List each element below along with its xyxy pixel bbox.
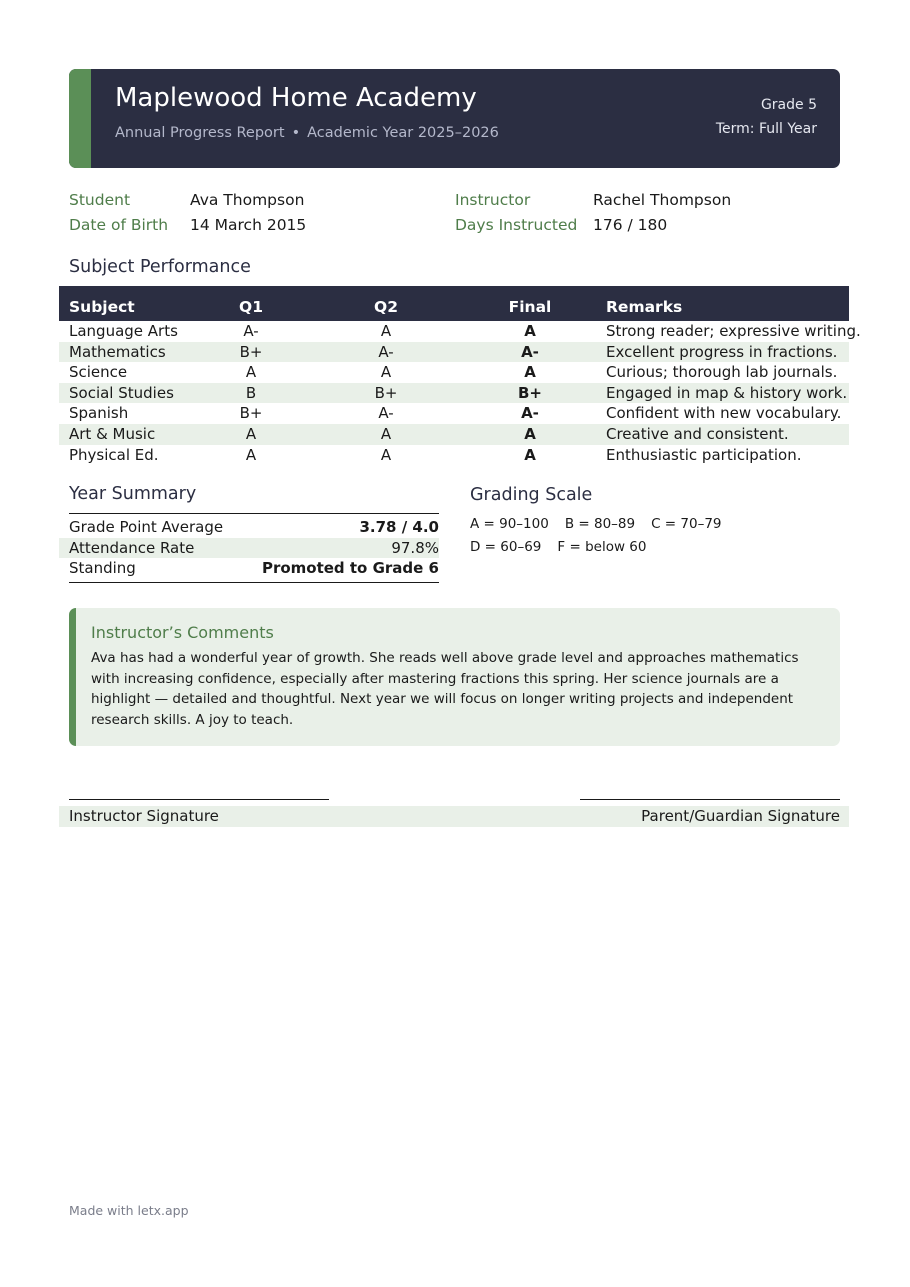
comments-box <box>69 608 840 746</box>
header-subject: Subject <box>69 298 135 316</box>
scale-b: B = 80–89 <box>564 516 636 532</box>
parent-signature-line[interactable] <box>580 799 840 800</box>
remarks: Excellent progress in fractions. <box>606 342 838 361</box>
table-header: Subject Q1 Q2 Final Remarks <box>59 286 849 321</box>
gpa-value: 3.78 / 4.0 <box>359 518 439 536</box>
remarks: Strong reader; expressive writing. <box>606 322 861 340</box>
separator-dot: • <box>291 125 301 141</box>
summary-row-gpa <box>59 517 439 538</box>
comments-body: Ava has had a wonderful year of growth. She reads well above grade level and approaches mathematics with increasing confidence, especially after mastering fractions this spring. Her science journals are a highlight — detailed and thoughtful. Next year we will focus on longer writing projects and independent research skills. A joy to teach. <box>91 650 799 728</box>
student-name: Ava Thompson <box>190 191 305 209</box>
scale-line-2 <box>470 539 662 555</box>
attendance-value: 97.8% <box>391 538 439 557</box>
instructor-signature-label: Instructor Signature <box>69 807 219 825</box>
performance-title: Subject Performance <box>69 257 251 277</box>
header-accent-bar <box>69 69 91 168</box>
term: Term: Full Year <box>715 121 817 137</box>
summary-table <box>59 513 439 583</box>
dob-label: Date of Birth <box>69 216 169 234</box>
summary-top-rule <box>69 513 439 514</box>
instructor-label: Instructor <box>455 191 531 209</box>
comments-accent-bar <box>69 608 76 746</box>
remarks: Confident with new vocabulary. <box>606 404 842 423</box>
table-row: Language Arts A- A A Strong reader; expressive writing. <box>69 322 861 340</box>
days-value: 176 / 180 <box>593 216 668 234</box>
report-type: Annual Progress Report <box>115 125 285 141</box>
summary-row-attendance <box>59 538 439 559</box>
dob-value: 14 March 2015 <box>190 216 307 234</box>
report-subtitle <box>115 125 499 141</box>
scale-f: F = below 60 <box>557 539 647 555</box>
subject-name: Language Arts <box>69 322 178 340</box>
signature-labels <box>59 806 849 827</box>
header-remarks: Remarks <box>606 298 683 316</box>
remarks: Curious; thorough lab journals. <box>606 363 838 382</box>
grade-level: Grade 5 <box>760 97 817 113</box>
instructor-name: Rachel Thompson <box>593 191 732 209</box>
remarks: Engaged in map & history work. <box>606 383 848 402</box>
standing-label: Standing <box>69 559 136 578</box>
subject-name: Art & Music <box>69 424 156 443</box>
parent-signature-label: Parent/Guardian Signature <box>641 807 840 825</box>
summary-bottom-rule <box>69 582 439 583</box>
summary-title: Year Summary <box>69 484 197 504</box>
subject-name: Social Studies <box>69 383 174 402</box>
comments-title: Instructor’s Comments <box>91 623 274 642</box>
subject-table <box>59 286 861 465</box>
subject-name: Science <box>69 363 128 382</box>
scale-c: C = 70–79 <box>651 516 722 532</box>
scale-line-1 <box>470 516 738 532</box>
standing-value: Promoted to Grade 6 <box>261 559 439 578</box>
footer-credit: Made with letx.app <box>69 1203 189 1218</box>
table-row: Physical Ed. A A A Enthusiastic participation. <box>69 445 802 464</box>
remarks: Creative and consistent. <box>606 424 789 443</box>
student-label: Student <box>69 191 131 209</box>
summary-row-standing <box>59 558 439 579</box>
scale-title: Grading Scale <box>470 485 593 505</box>
remarks: Enthusiastic participation. <box>606 445 802 464</box>
subject-name: Spanish <box>69 404 129 423</box>
report-header <box>69 69 840 168</box>
school-name: Maplewood Home Academy <box>115 83 477 113</box>
gpa-label: Grade Point Average <box>69 518 224 536</box>
table-row: Science A A A Curious; thorough lab journals. <box>69 363 838 382</box>
attendance-label: Attendance Rate <box>69 538 195 557</box>
table-row: Art & Music A A A Creative and consistent. <box>59 424 849 445</box>
days-label: Days Instructed <box>455 216 578 234</box>
subject-name: Mathematics <box>69 342 166 361</box>
table-row: Mathematics B+ A- A- Excellent progress in fractions. <box>59 342 849 363</box>
instructor-signature-line[interactable] <box>69 799 329 800</box>
table-row: Social Studies B B+ B+ Engaged in map & history work. <box>59 383 849 404</box>
subject-name: Physical Ed. <box>69 445 159 464</box>
table-row: Spanish B+ A- A- Confident with new vocabulary. <box>69 404 842 423</box>
scale-d: D = 60–69 <box>470 539 542 555</box>
academic-year: Academic Year 2025–2026 <box>307 125 499 141</box>
scale-a: A = 90–100 <box>470 516 549 532</box>
